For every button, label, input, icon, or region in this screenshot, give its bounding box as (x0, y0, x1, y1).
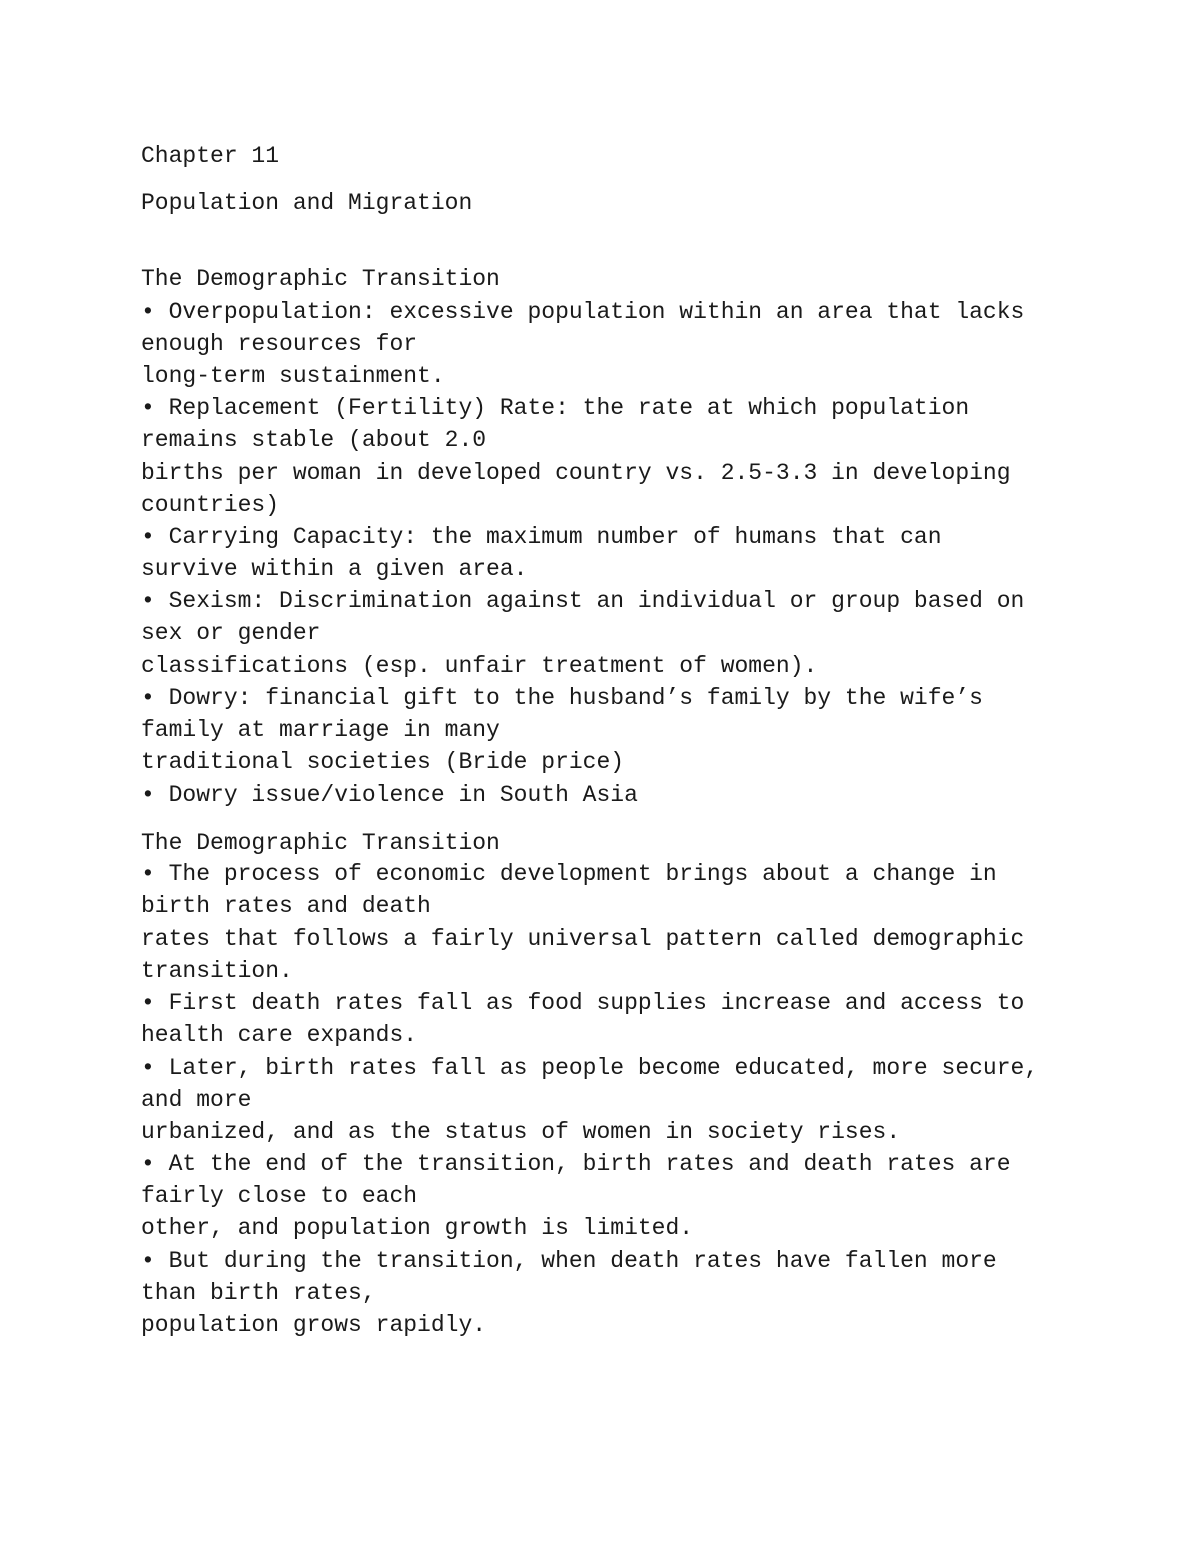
text-line: and more (141, 1087, 252, 1113)
text-line: other, and population growth is limited. (141, 1215, 694, 1241)
text-line: remains stable (about 2.0 (141, 427, 487, 453)
text-line: • Sexism: Discrimination against an individual or group based on (141, 588, 1025, 614)
text-line: family at marriage in many (141, 717, 500, 743)
text-line: • Later, birth rates fall as people become educated, more secure, (141, 1055, 1039, 1081)
text-line: • But during the transition, when death rates have fallen more (141, 1248, 997, 1274)
chapter-title: Chapter 11 (141, 143, 280, 169)
text-line: transition. (141, 958, 293, 984)
text-line: population grows rapidly. (141, 1312, 487, 1338)
text-line: • At the end of the transition, birth rates and death rates are (141, 1151, 1011, 1177)
text-line: fairly close to each (141, 1183, 418, 1209)
text-line: • Replacement (Fertility) Rate: the rate at which population (141, 395, 970, 421)
text-line: • The process of economic development brings about a change in (141, 861, 997, 887)
text-line: than birth rates, (141, 1280, 376, 1306)
text-line: sex or gender (141, 620, 321, 646)
text-line: • First death rates fall as food supplies increase and access to (141, 990, 1025, 1016)
text-line: traditional societies (Bride price) (141, 749, 625, 775)
text-line: survive within a given area. (141, 556, 528, 582)
section-heading: The Demographic Transition (141, 266, 500, 292)
text-line: urbanized, and as the status of women in society rises. (141, 1119, 901, 1145)
text-line: • Dowry issue/violence in South Asia (141, 782, 638, 808)
text-line: classifications (esp. unfair treatment of women). (141, 653, 818, 679)
text-line: rates that follows a fairly universal pattern called demographic (141, 926, 1025, 952)
text-line: births per woman in developed country vs. 2.5-3.3 in developing (141, 460, 1011, 486)
text-line: countries) (141, 492, 280, 518)
text-line: enough resources for (141, 331, 418, 357)
text-line: long-term sustainment. (141, 363, 445, 389)
chapter-subtitle: Population and Migration (141, 190, 473, 216)
text-line: • Carrying Capacity: the maximum number of humans that can (141, 524, 942, 550)
text-line: • Overpopulation: excessive population within an area that lacks (141, 299, 1025, 325)
text-line: health care expands. (141, 1022, 418, 1048)
text-line: • Dowry: financial gift to the husband’s family by the wife’s (141, 685, 983, 711)
section-heading: The Demographic Transition (141, 830, 500, 856)
text-line: birth rates and death (141, 893, 431, 919)
